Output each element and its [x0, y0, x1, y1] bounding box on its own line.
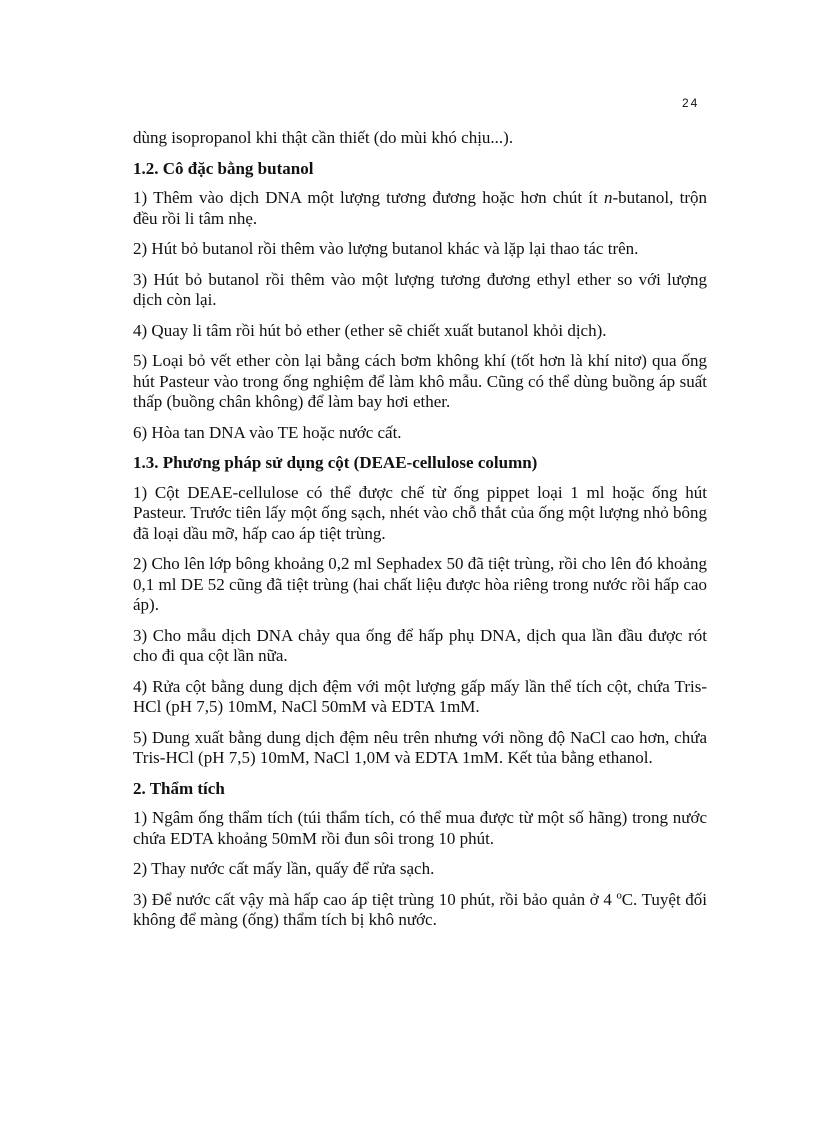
page-number: 24: [682, 96, 700, 110]
intro-paragraph: dùng isopropanol khi thật cần thiết (do mùi khó chịu...).: [133, 128, 514, 147]
step-text: -butanol, trộn đều rồi li tâm nhẹ.: [133, 188, 707, 228]
dialysis-step-2: 2) Thay nước cất mấy lần, quấy để rửa sạch.: [133, 859, 435, 878]
butanol-step-2: 2) Hút bỏ butanol rồi thêm vào lượng butanol khác và lặp lại thao tác trên.: [133, 239, 639, 258]
section-heading-deae-column: 1.3. Phương pháp sử dụng cột (DEAE-cellulose column): [133, 453, 538, 472]
dialysis-step-3: 3) Để nước cất vậy mà hấp cao áp tiệt trùng 10 phút, rồi bảo quản ở 4 ºC. Tuyệt đối không để màng (ống) thẩm tích bị khô nước.: [133, 889, 707, 929]
step-text: 1) Thêm vào dịch DNA một lượng tương đương hoặc hơn chút ít: [133, 188, 604, 207]
section-heading-butanol: 1.2. Cô đặc bằng butanol: [133, 158, 314, 178]
dialysis-step-1: 1) Ngâm ống thẩm tích (túi thẩm tích, có thể mua được từ một số hãng) trong nước chứa EDTA khoảng 50mM rồi đun sôi trong 10 phút.: [133, 808, 707, 848]
column-step-3: 3) Cho mẫu dịch DNA chảy qua ống để hấp phụ DNA, dịch qua lần đầu được rót cho đi qua cột lần nữa.: [133, 625, 707, 665]
butanol-step-5: 5) Loại bỏ vết ether còn lại bằng cách bơm không khí (tốt hơn là khí nitơ) qua ống hút Pasteur vào trong ống nghiệm để làm khô mẫu. Cũng có thể dùng buồng áp suất thấp (buồng chân không) để làm bay hơi ether.: [133, 351, 707, 411]
butanol-step-6: 6) Hòa tan DNA vào TE hoặc nước cất.: [133, 422, 402, 442]
column-step-2: 2) Cho lên lớp bông khoảng 0,2 ml Sephadex 50 đã tiệt trùng, rồi cho lên đó khoảng 0,1 ml DE 52 cũng đã tiệt trùng (hai chất liệu được hòa riêng trong nước rồi hấp cao áp).: [133, 554, 707, 614]
butanol-step-3: 3) Hút bỏ butanol rồi thêm vào một lượng tương đương ethyl ether so với lượng dịch còn lại.: [133, 269, 707, 309]
butanol-step-4: 4) Quay li tâm rồi hút bỏ ether (ether sẽ chiết xuất butanol khỏi dịch).: [133, 320, 607, 340]
italic-n: n: [603, 188, 613, 207]
section-heading-dialysis: 2. Thẩm tích: [133, 778, 225, 798]
column-step-5: 5) Dung xuất bằng dung dịch đệm nêu trên nhưng với nồng độ NaCl cao hơn, chứa Tris-HCl (pH 7,5) 10mM, NaCl 1,0M và EDTA 1mM. Kết tủa bằng ethanol.: [133, 727, 707, 767]
butanol-step-1: [133, 188, 707, 229]
column-step-4: 4) Rửa cột bằng dung dịch đệm với một lượng gấp mấy lần thể tích cột, chứa Tris-HCl (pH 7,5) 10mM, NaCl 50mM và EDTA 1mM.: [133, 676, 707, 716]
column-step-1: 1) Cột DEAE-cellulose có thể được chế từ ống pippet loại 1 ml hoặc ống hút Pasteur. Trước tiên lấy một ống sạch, nhét vào chỗ thắt của ống một lượng nhỏ bông đã loại dầu mỡ, hấp cao áp tiệt trùng.: [133, 482, 707, 543]
page-content: [133, 128, 707, 941]
